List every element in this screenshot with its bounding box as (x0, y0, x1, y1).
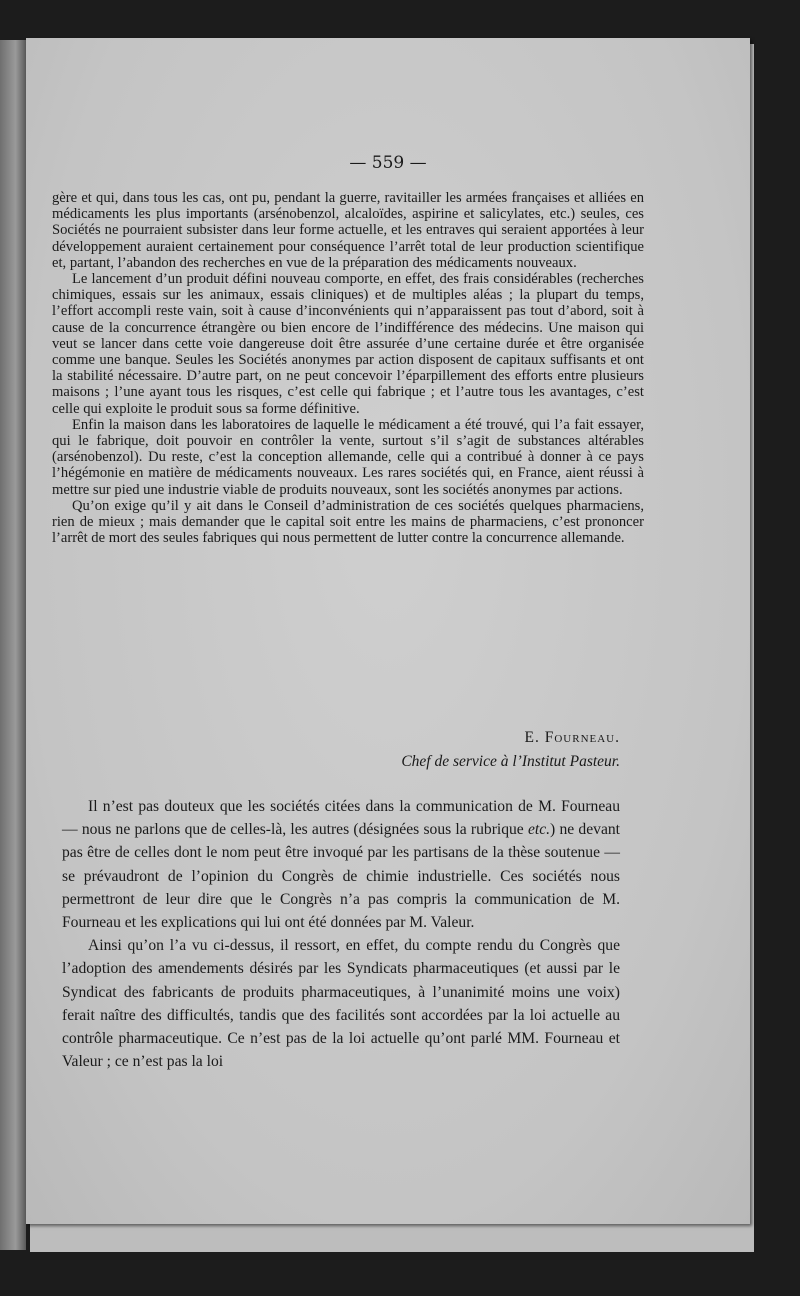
commentary-text: ) ne devant pas être de celles dont le nom peut être invoqué par les partisans de la thèse soutenue — se prévaudront de l’opinion du Congrès de chimie industrielle. Ces sociétés nous permettront de leur dire que le Congrès n’a pas compris la communication de M. Fourneau et les explications qui lui ont été données par M. Valeur. (62, 821, 620, 932)
signature-name: E. Fourneau. (524, 729, 620, 746)
signature-block (401, 726, 620, 774)
commentary-italic-etc: etc. (527, 821, 551, 839)
letter-paragraph-1: gère et qui, dans tous les cas, ont pu, pendant la guerre, ravitailler les armées françaises et alliées en médicaments les plus importants (arsénobenzol, alcaloïdes, aspirine et salicylates, etc.) seules, ces Sociétés ne pourraient subsister dans leur forme actuelle, et les entraves qui seraient apportées à leur développement auraient certainement pour conséquence l’arrêt total de leur production scientifique et, partant, l’abandon des recherches en vue de la préparation des médicaments nouveaux. (52, 190, 644, 271)
letter-paragraph-4: Qu’on exige qu’il y ait dans le Conseil d’administration de ces sociétés quelques pharmaciens, rien de mieux ; mais demander que le capital soit entre les mains de pharmaciens, c’est prononcer l’arrêt de mort des seules fabriques qui nous permettent de lutter contre la concurrence allemande. (52, 497, 644, 547)
commentary-text: Il n’est pas douteux que les sociétés citées dans la communication de M. Fourneau — nous ne parlons que de celles-là, les autres (désignées sous la rubrique (62, 798, 620, 839)
commentary-paragraph-1 (62, 795, 620, 934)
page-number: — 559 — (349, 153, 427, 173)
commentary-paragraph-2: Ainsi qu’on l’a vu ci-dessus, il ressort, en effet, du compte rendu du Congrès que l’adoption des amendements désirés par les Syndicats pharmaceutiques (et aussi par le Syndicat des fabricants de produits pharmaceutiques, à l’unanimité moins une voix) ferait naître des difficultés, tandis que des facilités sont accordées par la loi actuelle au contrôle pharmaceutique. Ce n’est pas de la loi actuelle qu’ont parlé MM. Fourneau et Valeur ; ce n’est pas la loi (62, 937, 620, 1071)
letter-paragraph-2: Le lancement d’un produit défini nouveau comporte, en effet, des frais considérables (recherches chimiques, essais sur les animaux, essais cliniques) et de multiples aléas ; la plupart du temps, l’effort accompli reste vain, soit à cause d’inconvénients qui n’apparaissent pas tout d’abord, soit à cause de la concurrence étrangère ou bien encore de l’indifférence des médecins. Une maison qui veut se lancer dans cette voie dangereuse doit être assurée d’une certaine durée et être organisée comme une banque. Seules les Sociétés anonymes par action disposent de capitaux suffisants et ont la stabilité nécessaire. D’autre part, on ne peut concevoir l’éparpillement des efforts entre plusieurs maisons ; l’une ayant tous les risques, c’est celle qui fabrique ; et l’autre tous les avantages, c’est celle qui exploite le produit sous sa forme définitive. (52, 271, 644, 417)
commentary-body (62, 795, 620, 1073)
letter-paragraph-3: Enfin la maison dans les laboratoires de laquelle le médicament a été trouvé, qui l’a fait essayer, qui le fabrique, doit pouvoir en contrôler la vente, surtout s’il s’agit de substances altérables (arsénobenzol). Du reste, c’est la conception allemande, celle qui a contribué à donner à ce pays l’hégémonie en matière de médicaments nouveaux. Les rares sociétés qui, en France, aient réussi à mettre sur pied une industrie viable de produits nouveaux, sont les sociétés anonymes par actions. (52, 416, 644, 498)
document-page (26, 38, 750, 1224)
signature-title: Chef de service à l’Institut Pasteur. (401, 753, 620, 770)
book-spine-edge (0, 40, 26, 1250)
letter-body (52, 190, 644, 546)
